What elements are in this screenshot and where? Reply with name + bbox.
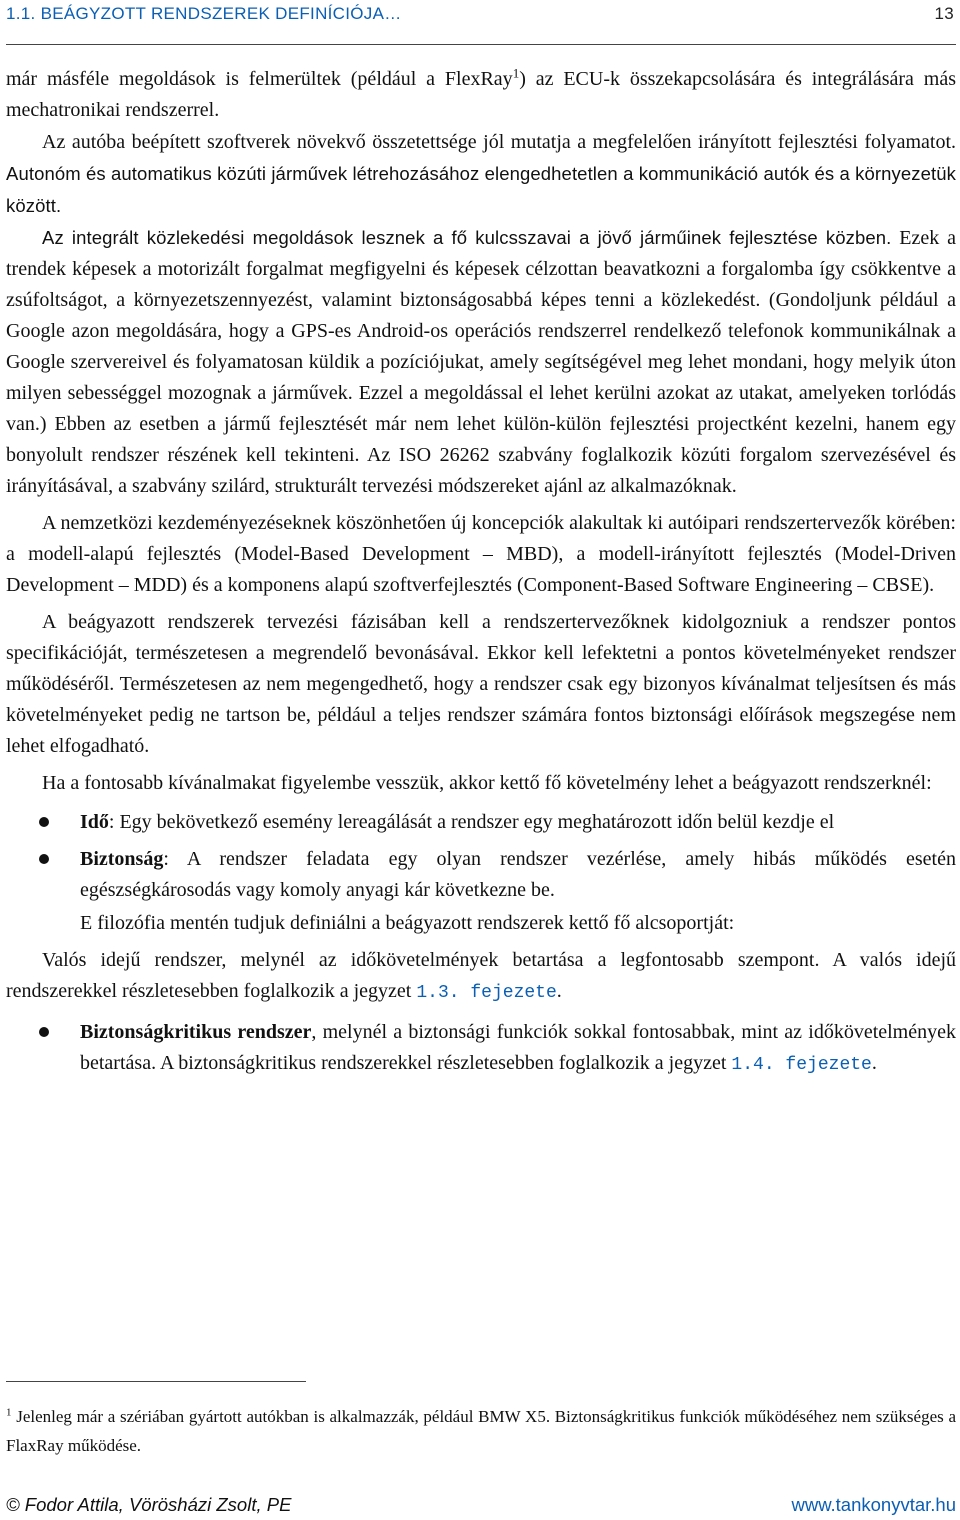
footnote-rule — [6, 1381, 306, 1382]
chapter-link-1-4[interactable]: 1.4. fejezete — [731, 1055, 872, 1075]
page-footer — [6, 1494, 956, 1520]
header-rule — [6, 44, 956, 45]
paragraph-1: már másféle megoldások is felmerültek (például a FlexRay$^1$) az ECU-k összekapcsolására és integrálására más mechatronikai rendszerrel. — [6, 65, 956, 121]
paragraph-3: Az integrált közlekedési megoldások lesznek a fő kulcsszavai a jövő járműinek fejlesztése közben. Ezek a trendek képesek a motorizált forgalmat megfigyelni és képesek célzottan beavatkozni a forgalomba így csökkentve a zsúfoltságot, a környezetszennyezést, valamint biztonságosabbá képes tenni a közlekedést. (Gondoljunk például a Google azon megoldására, hogy a GPS-es Android-os operációs rendszerrel rendelkező telefonok kommunikálnak a Google szervereivel és folyamatosan küldik a pozíciójukat, amely segítségével meg lehet mondani, hogy melyik úton milyen sebességgel mozognak a járművek. Ezzel a megoldással el lehet kerülni azokat az utakat, amelyeken torlódás van.) Ebben az esetben a jármű fejlesztését már nem lehet külön-külön fejlesztési projectként kezelni, hanem egy bonyolult rendszer részének kell tekinteni. Az ISO 26262 szabvány foglalkozik közúti forgalom szervezésével és irányításával, a szabvány szilárd, strukturált tervezési módszereket ajánl az alkalmazóknak. — [6, 227, 957, 497]
list-item: Idő: Egy bekövetkező esemény lereagálását a rendszer egy meghatározott időn belül kezdje el — [6, 807, 956, 838]
paragraph-8: Valós idejű rendszer, melynél az időkövetelmények betartása a legfontosabb szempont. A valós idejű rendszerekkel részletesebben foglalkozik a jegyzet 1.3. fejezete. — [6, 949, 956, 1003]
footnote: $^1$ Jelenleg már a szériában gyártott autókban is alkalmazzák, például BMW X5. Biztonságkritikus funkciók működéséhez nem szükséges a FlaxRay működése. — [6, 1406, 956, 1455]
requirements-list — [6, 807, 956, 906]
paragraph-7: E filozófia mentén tudjuk definiálni a beágyazott rendszerek kettő fő alcsoportját: — [80, 912, 735, 934]
chapter-link-1-3[interactable]: 1.3. fejezete — [416, 983, 557, 1003]
bullet-icon — [39, 854, 49, 864]
document-body — [6, 64, 956, 1081]
paragraph-2: Az autóba beépített szoftverek növekvő összetettsége jól mutatja a megfelelően irányított fejlesztési folyamatot. Autonóm és automatikus közúti járművek létrehozásához elengedhetetlen a kommunikáció autók és a környezetük között. — [6, 131, 956, 216]
bullet-icon — [39, 1027, 49, 1037]
authors: © Fodor Attila, Vörösházi Zsolt, PE — [6, 1494, 292, 1515]
paragraph-4: A nemzetközi kezdeményezéseknek köszönhetően új koncepciók alakultak ki autóipari rendszertervezők körében: a modell-alapú fejlesztés (Model-Based Development – MBD), a modell-irányított fejlesztés (Model-Driven Development – MDD) és a komponens alapú szoftverfejlesztés (Component-Based Software Engineering – CBSE). — [6, 512, 956, 596]
list-item: Biztonság: A rendszer feladata egy olyan rendszer vezérlése, amely hibás működés esetén egészségkárosodás vagy komoly anyagi kár következne be. — [6, 844, 956, 906]
page-number: 13 — [934, 4, 954, 23]
footnote-number: 1 — [6, 1406, 12, 1419]
website-link[interactable]: www.tankonyvtar.hu — [791, 1494, 956, 1515]
chapter-title: 1.1. BEÁGYZOTT RENDSZEREK DEFINÍCIÓJA… — [6, 4, 402, 23]
list-item: Biztonságkritikus rendszer, melynél a biztonsági funkciók sokkal fontosabbak, mint az időkövetelmények betartása. A biztonságkritikus rendszerekkel részletesebben foglalkozik a jegyzet 1.4. fejezete. — [6, 1017, 956, 1081]
paragraph-5: A beágyazott rendszerek tervezési fázisában kell a rendszertervezőknek kidolgozniuk a rendszer pontos specifikációját, természetesen a megrendelő bevonásával. Ekkor kell lefektetni a pontos követelményeket rendszer működéséről. Természetesen az nem megengedhető, hogy a rendszer csak egy bizonyos kívánalmat teljesítsen és más követelményeket pedig ne tartson be, például a teljes rendszer számára fontos biztonsági előírások megszegése nem lehet elfogadható. — [6, 611, 956, 757]
footnote-ref[interactable]: 1 — [512, 65, 520, 81]
bullet-icon — [39, 817, 49, 827]
subgroup-list — [6, 1017, 956, 1081]
paragraph-6: Ha a fontosabb kívánalmakat figyelembe vesszük, akkor kettő fő követelmény lehet a beágyazott rendszerknél: — [42, 772, 932, 794]
page-header — [6, 4, 954, 30]
